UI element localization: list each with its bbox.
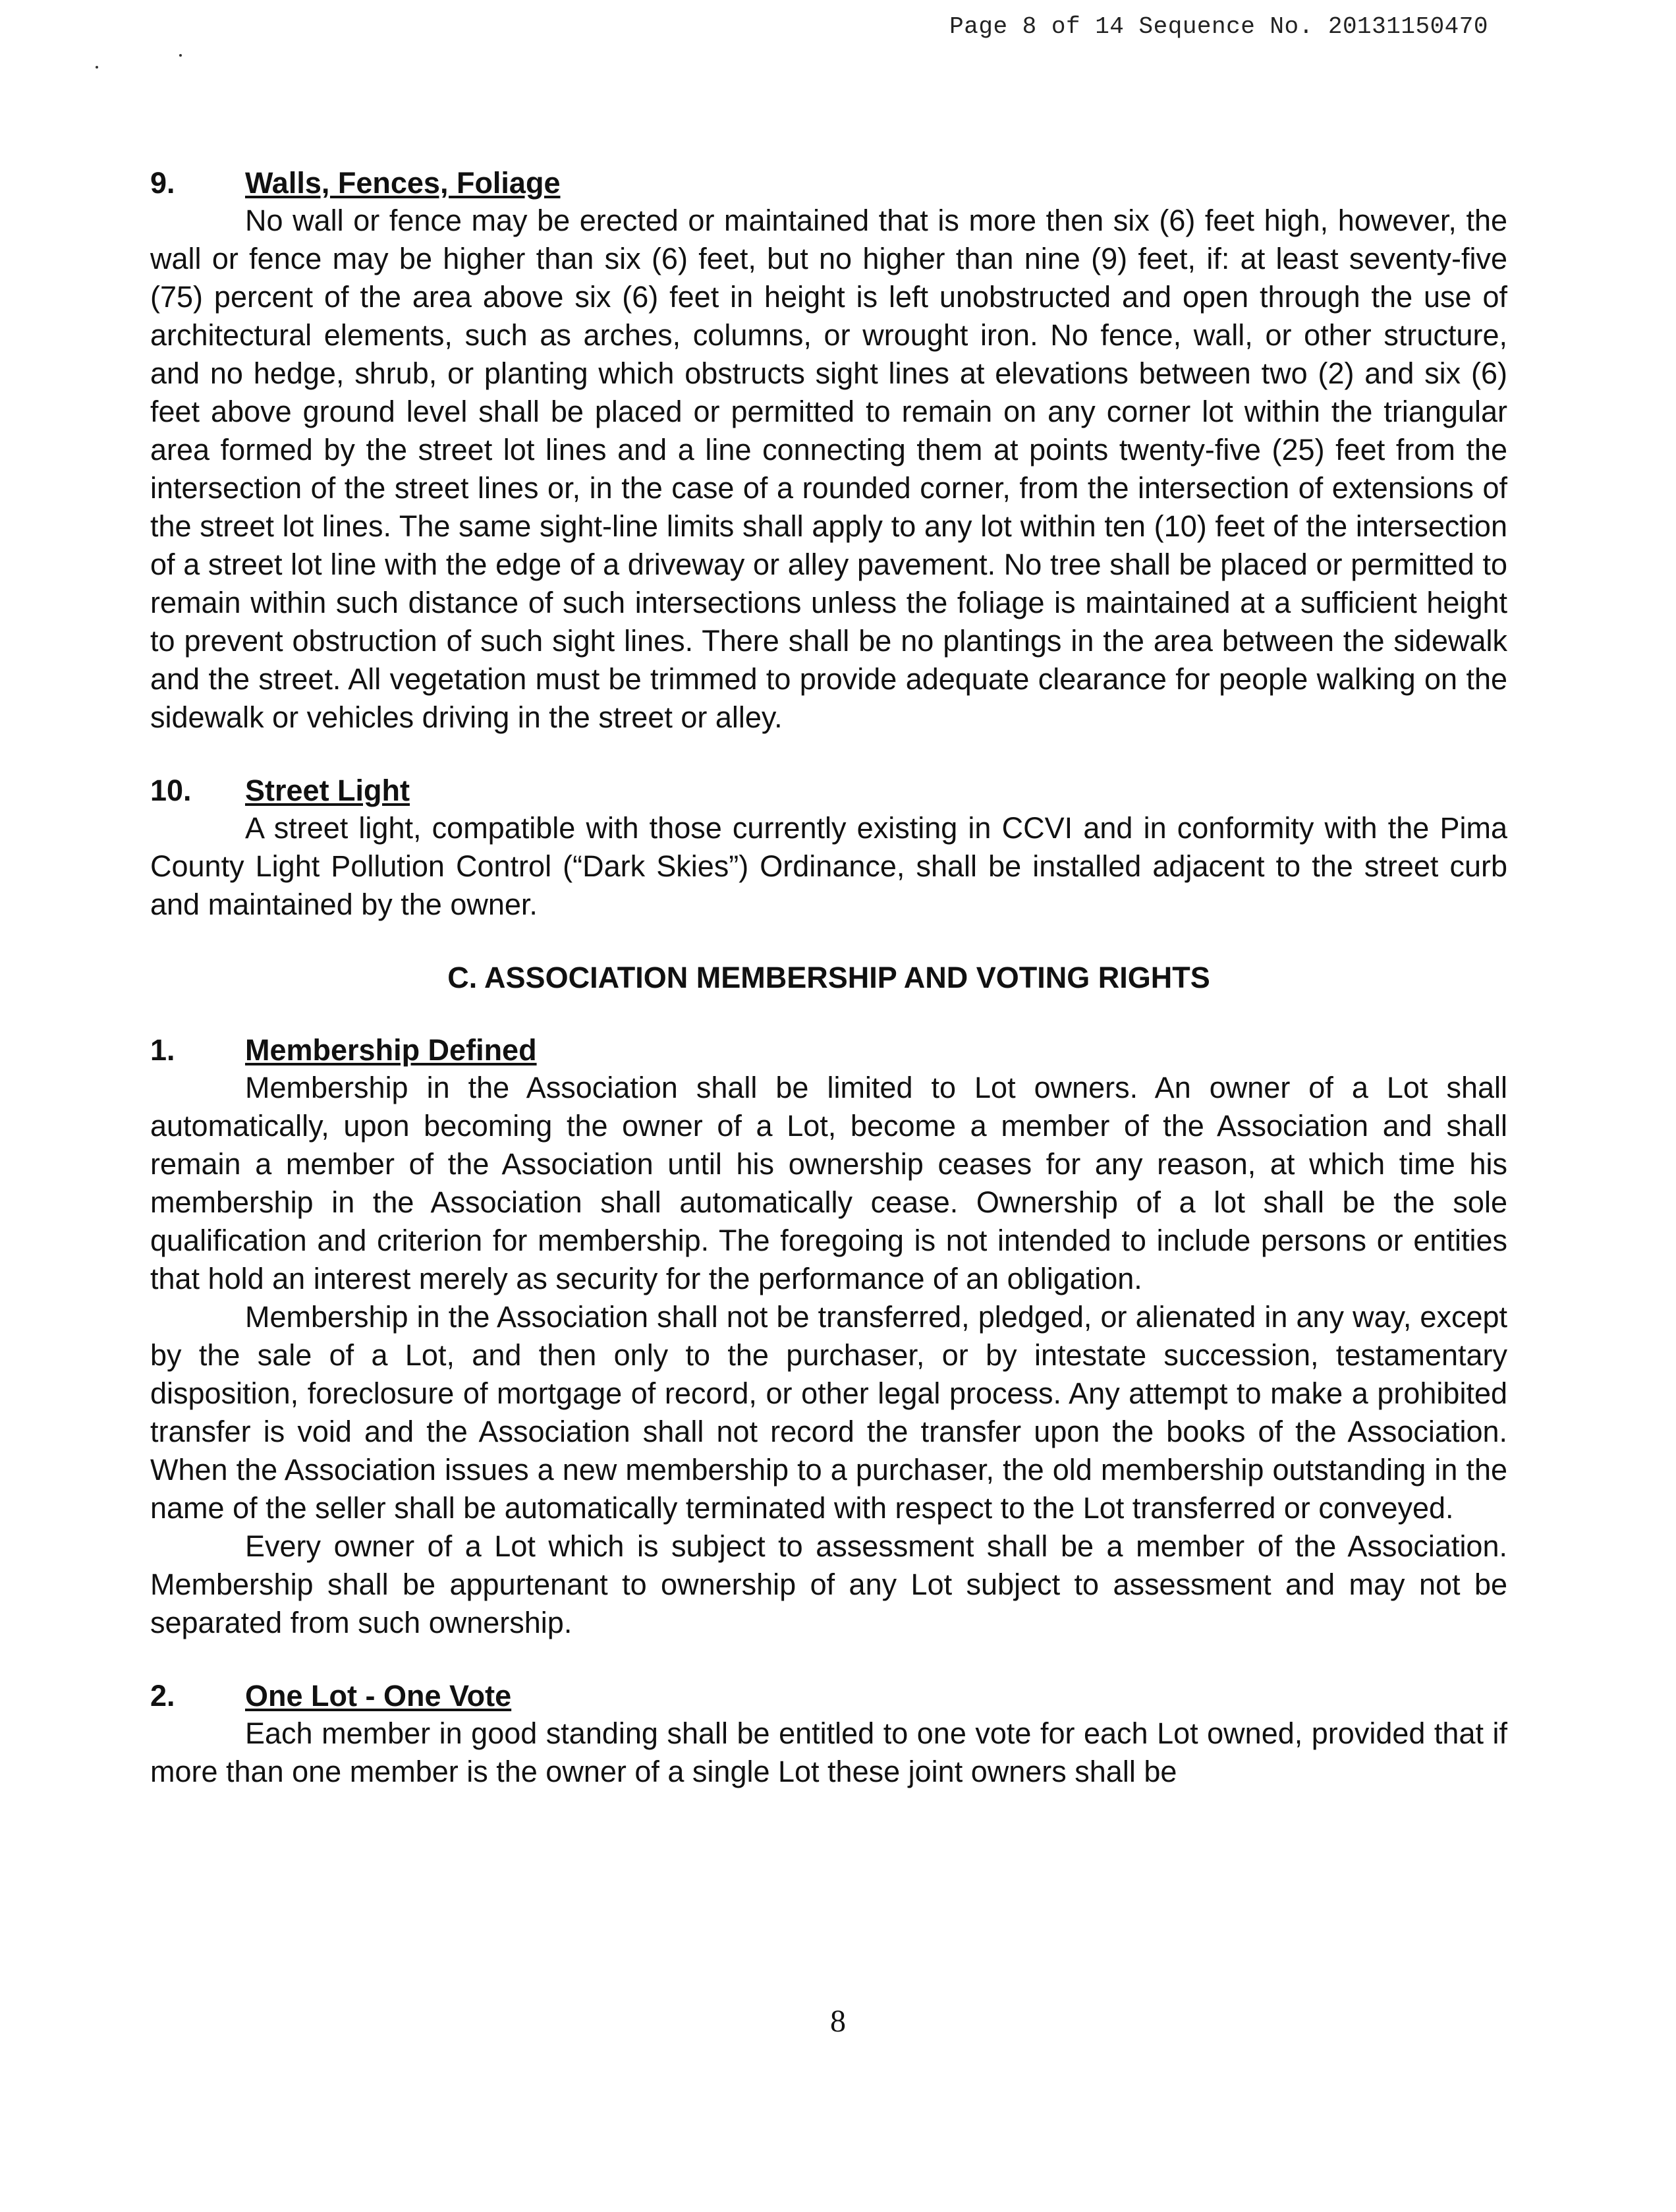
section-heading: [150, 165, 1507, 202]
section-membership-defined: [150, 1032, 1507, 1642]
section-title: Walls, Fences, Foliage: [245, 166, 561, 200]
section-street-light: [150, 772, 1507, 924]
section-number: 2.: [150, 1679, 175, 1713]
scan-speck-2: [179, 54, 182, 57]
section-one-lot-one-vote: [150, 1678, 1507, 1791]
section-heading: [150, 1032, 1507, 1069]
section-heading: [150, 1678, 1507, 1715]
section-paragraph: Membership in the Association shall be limited to Lot owners. An owner of a Lot shall automatically, upon becoming the owner of a Lot, become a member of the Association and shall remain a member of the Association until his ownership ceases for any reason, at which time his membership in the Association shall automatically cease. Ownership of a lot shall be the sole qualification and criterion for membership. The foregoing is not intended to include persons or entities that hold an interest merely as security for the performance of an obligation.: [150, 1071, 1507, 1295]
section-paragraph: Each member in good standing shall be entitled to one vote for each Lot owned, provided that if more than one member is the owner of a single Lot these joint owners shall be: [150, 1716, 1507, 1788]
section-number: 10.: [150, 774, 192, 807]
page-number: 8: [830, 2004, 846, 2039]
section-paragraph: A street light, compatible with those currently existing in CCVI and in conformity with the Pima County Light Pollution Control (“Dark Skies”) Ordinance, shall be installed adjacent to the street curb and maintained by the owner.: [150, 811, 1507, 921]
section-number: 9.: [150, 166, 175, 200]
section-heading: [150, 772, 1507, 809]
part-heading: C. ASSOCIATION MEMBERSHIP AND VOTING RIGHTS: [447, 961, 1210, 994]
section-number: 1.: [150, 1033, 175, 1067]
page-sequence-header: Page 8 of 14 Sequence No. 20131150470: [949, 13, 1488, 40]
section-title: Membership Defined: [245, 1033, 537, 1067]
section-title: Street Light: [245, 774, 410, 807]
document-body: [150, 165, 1507, 1791]
scan-speck-1: [96, 66, 98, 69]
section-walls-fences-foliage: [150, 165, 1507, 737]
section-paragraph: Membership in the Association shall not be transferred, pledged, or alienated in any way, except by the sale of a Lot, and then only to the purchaser, or by intestate succession, testamentary disposition, foreclosure of mortgage of record, or other legal process. Any attempt to make a prohibited transfer is void and the Association shall not record the transfer upon the books of the Association. When the Association issues a new membership to a purchaser, the old membership outstanding in the name of the seller shall be automatically terminated with respect to the Lot transferred or conveyed.: [150, 1300, 1507, 1525]
section-title: One Lot - One Vote: [245, 1679, 512, 1713]
section-paragraph: Every owner of a Lot which is subject to assessment shall be a member of the Association. Membership shall be appurtenant to ownership of any Lot subject to assessment and may not be separated from such ownership.: [150, 1529, 1507, 1639]
section-paragraph: No wall or fence may be erected or maintained that is more then six (6) feet high, however, the wall or fence may be higher than six (6) feet, but no higher than nine (9) feet, if: at least seventy-five (75) percent of the area above six (6) feet in height is left unobstructed and open through the use of architectural elements, such as arches, columns, or wrought iron. No fence, wall, or other structure, and no hedge, shrub, or planting which obstructs sight lines at elevations between two (2) and six (6) feet above ground level shall be placed or permitted to remain on any corner lot within the triangular area formed by the street lot lines and a line connecting them at points twenty-five (25) feet from the intersection of the street lines or, in the case of a rounded corner, from the intersection of extensions of the street lot lines. The same sight-line limits shall apply to any lot within ten (10) feet of the intersection of a street lot line with the edge of a driveway or alley pavement. No tree shall be placed or permitted to remain within such distance of such intersections unless the foliage is maintained at a sufficient height to prevent obstruction of such sight lines. There shall be no plantings in the area between the sidewalk and the street. All vegetation must be trimmed to provide adequate clearance for people walking on the sidewalk or vehicles driving in the street or alley.: [150, 204, 1507, 734]
